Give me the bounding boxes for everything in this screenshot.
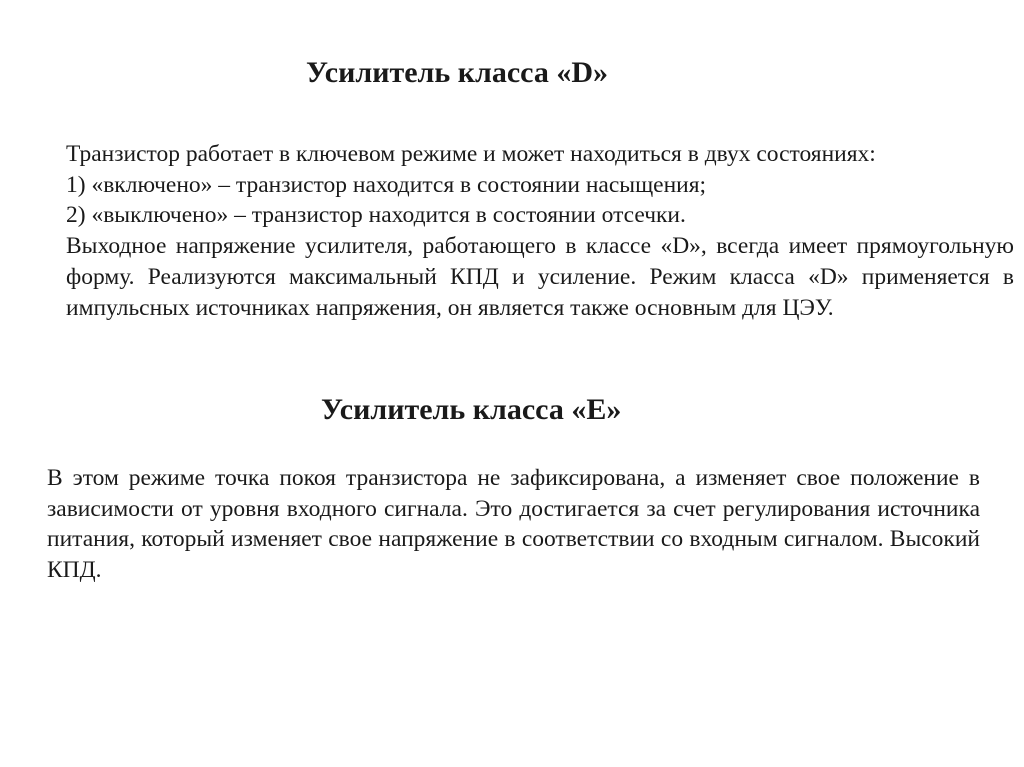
list-item-state-on: 1) «включено» – транзистор находится в состоянии насыщения; — [66, 171, 707, 198]
paragraph-class-e-description: В этом режиме точка покоя транзистора не зафиксирована, а изменяет свое положение в зависимости от уровня входного сигнала. Это достигается за счет регулирования источника питания, который изменяет свое напряжение в соответствии со входным сигналом. Высокий КПД. — [47, 465, 980, 584]
section-body-class-e — [47, 463, 980, 586]
paragraph-output-voltage: Выходное напряжение усилителя, работающего в классе «D», всегда имеет прямоугольную форму. Реализуются максимальный КПД и усиление. Режим класса «D» применяется в импульсных источниках напряжения, он является также основным для ЦЭУ. — [66, 233, 1014, 321]
section-body-class-d — [66, 139, 1014, 323]
paragraph-transistor-switching: Транзистор работает в ключевом режиме и может находиться в двух состояниях: — [66, 141, 876, 167]
section-title-class-d: Усилитель класса «D» — [306, 56, 609, 89]
list-item-state-off: 2) «выключено» – транзистор находится в состоянии отсечки. — [66, 202, 686, 229]
section-title-class-e: Усилитель класса «E» — [321, 393, 622, 426]
